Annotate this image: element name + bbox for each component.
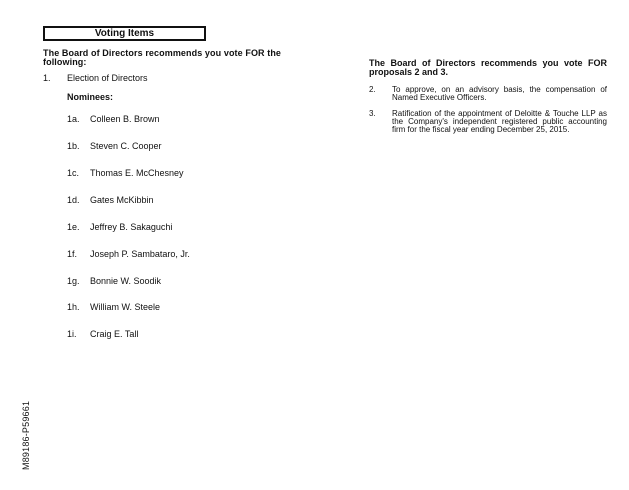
nominee-row [67,276,161,286]
section-title-box [43,26,206,41]
nominee-name: Joseph P. Sambataro, Jr. [90,249,190,259]
nominee-name: Thomas E. McChesney [90,168,184,178]
nominee-name: Colleen B. Brown [90,114,160,124]
nominee-number: 1a. [67,114,80,124]
item-1-text: Election of Directors [67,73,148,83]
nominee-row [67,222,172,232]
left-recommendation: The Board of Directors recommends you vote FOR the following: [43,48,282,67]
document-code: M89186-P59661 [21,400,31,470]
nominee-row [67,114,160,124]
nominee-row [67,302,160,312]
nominee-number: 1d. [67,195,80,205]
nominee-name: William W. Steele [90,302,161,312]
nominee-number: 1f. [67,249,78,259]
proposal-text: Ratification of the appointment of Deloitte & Touche LLP as the Company's independent registered public accounting firm for the fiscal year ending December 25, 2015. [392,109,607,134]
nominee-name: Steven C. Cooper [90,141,162,151]
nominee-number: 1h. [67,302,80,312]
nominee-name: Gates McKibbin [90,195,154,205]
nominee-number: 1c. [67,168,80,178]
proposal-number: 2. [369,85,376,94]
nominee-number: 1g. [67,276,80,286]
nominee-name: Bonnie W. Soodik [90,276,162,286]
nominee-number: 1i. [67,329,77,339]
nominee-name: Jeffrey B. Sakaguchi [90,222,173,232]
nominee-row [67,249,190,259]
right-recommendation: The Board of Directors recommends you vote FOR proposals 2 and 3. [369,58,607,77]
nominee-row [67,329,138,339]
nominee-number: 1b. [67,141,80,151]
nominees-heading: Nominees: [67,92,114,102]
nominee-row [67,141,162,151]
proposal-number: 3. [369,109,376,118]
section-title: Voting Items [94,28,155,39]
nominee-name: Craig E. Tall [90,329,139,339]
nominee-number: 1e. [67,222,80,232]
nominee-row [67,195,154,205]
item-1-number: 1. [43,73,51,83]
proposal-text: To approve, on an advisory basis, the compensation of Named Executive Officers. [392,85,607,102]
nominee-row [67,168,184,178]
